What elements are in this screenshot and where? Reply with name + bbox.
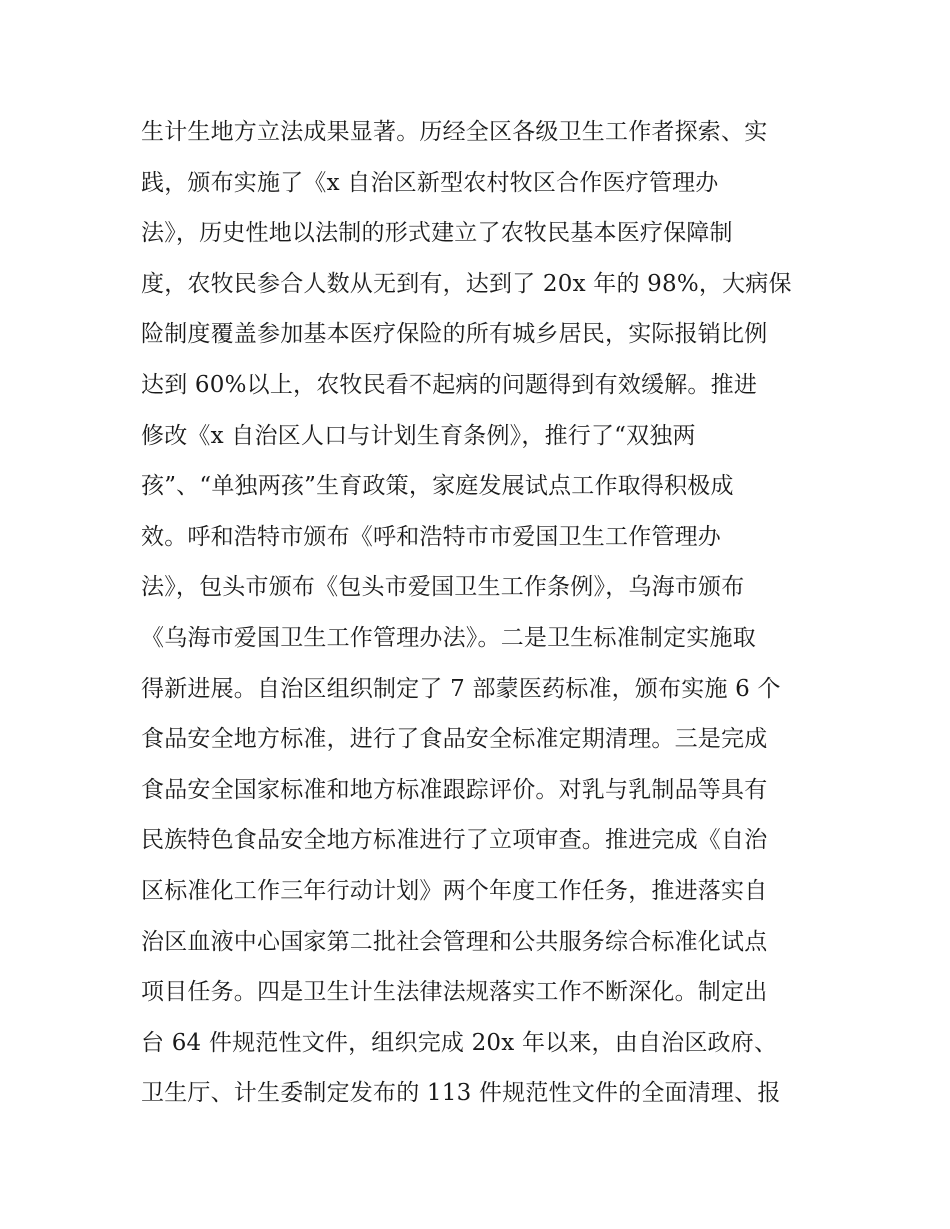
body-paragraph [141,107,841,1119]
text-line: 践，颁布实施了《x 自治区新型农村牧区合作医疗管理办 [141,169,719,196]
text-line: 得新进展。自治区组织制定了 7 部蒙医药标准，颁布实施 6 个 [141,675,781,702]
text-line: 区标准化工作三年行动计划》两个年度工作任务，推进落实自 [141,877,768,904]
text-line: 生计生地方立法成果显著。历经全区各级卫生工作者探索、实 [141,119,768,145]
text-line: 险制度覆盖参加基本医疗保险的所有城乡居民，实际报销比例 [141,321,768,348]
text-line: 达到 60%以上，农牧民看不起病的问题得到有效缓解。推进 [141,371,758,398]
text-line: 法》，包头市颁布《包头市爱国卫生工作条例》，乌海市颁布 [141,574,745,601]
text-line: 度，农牧民参合人数从无到有，达到了 20x 年的 98%，大病保 [141,270,792,297]
text-line: 民族特色食品安全地方标准进行了立项审查。推进完成《自治 [141,827,768,854]
text-line: 卫生厅、计生委制定发布的 113 件规范性文件的全面清理、报 [141,1080,781,1107]
text-line: 项目任务。四是卫生计生法律法规落实工作不断深化。制定出 [141,979,768,1006]
text-line: 食品安全地方标准，进行了食品安全标准定期清理。三是完成 [141,726,768,753]
text-line: 治区血液中心国家第二批社会管理和公共服务综合标准化试点 [141,928,768,955]
text-line: 效。呼和浩特市颁布《呼和浩特市市爱国卫生工作管理办 [141,523,721,550]
text-line: 修改《x 自治区人口与计划生育条例》，推行了“双独两 [141,422,696,449]
text-line: 台 64 件规范性文件，组织完成 20x 年以来，由自治区政府、 [141,1029,778,1056]
text-line: 《乌海市爱国卫生工作管理办法》。二是卫生标准制定实施取 [141,624,756,651]
text-line: 食品安全国家标准和地方标准跟踪评价。对乳与乳制品等具有 [141,776,768,803]
text-line: 孩”、“单独两孩”生育政策，家庭发展试点工作取得积极成 [141,473,734,500]
text-line: 法》，历史性地以法制的形式建立了农牧民基本医疗保障制 [141,220,733,247]
